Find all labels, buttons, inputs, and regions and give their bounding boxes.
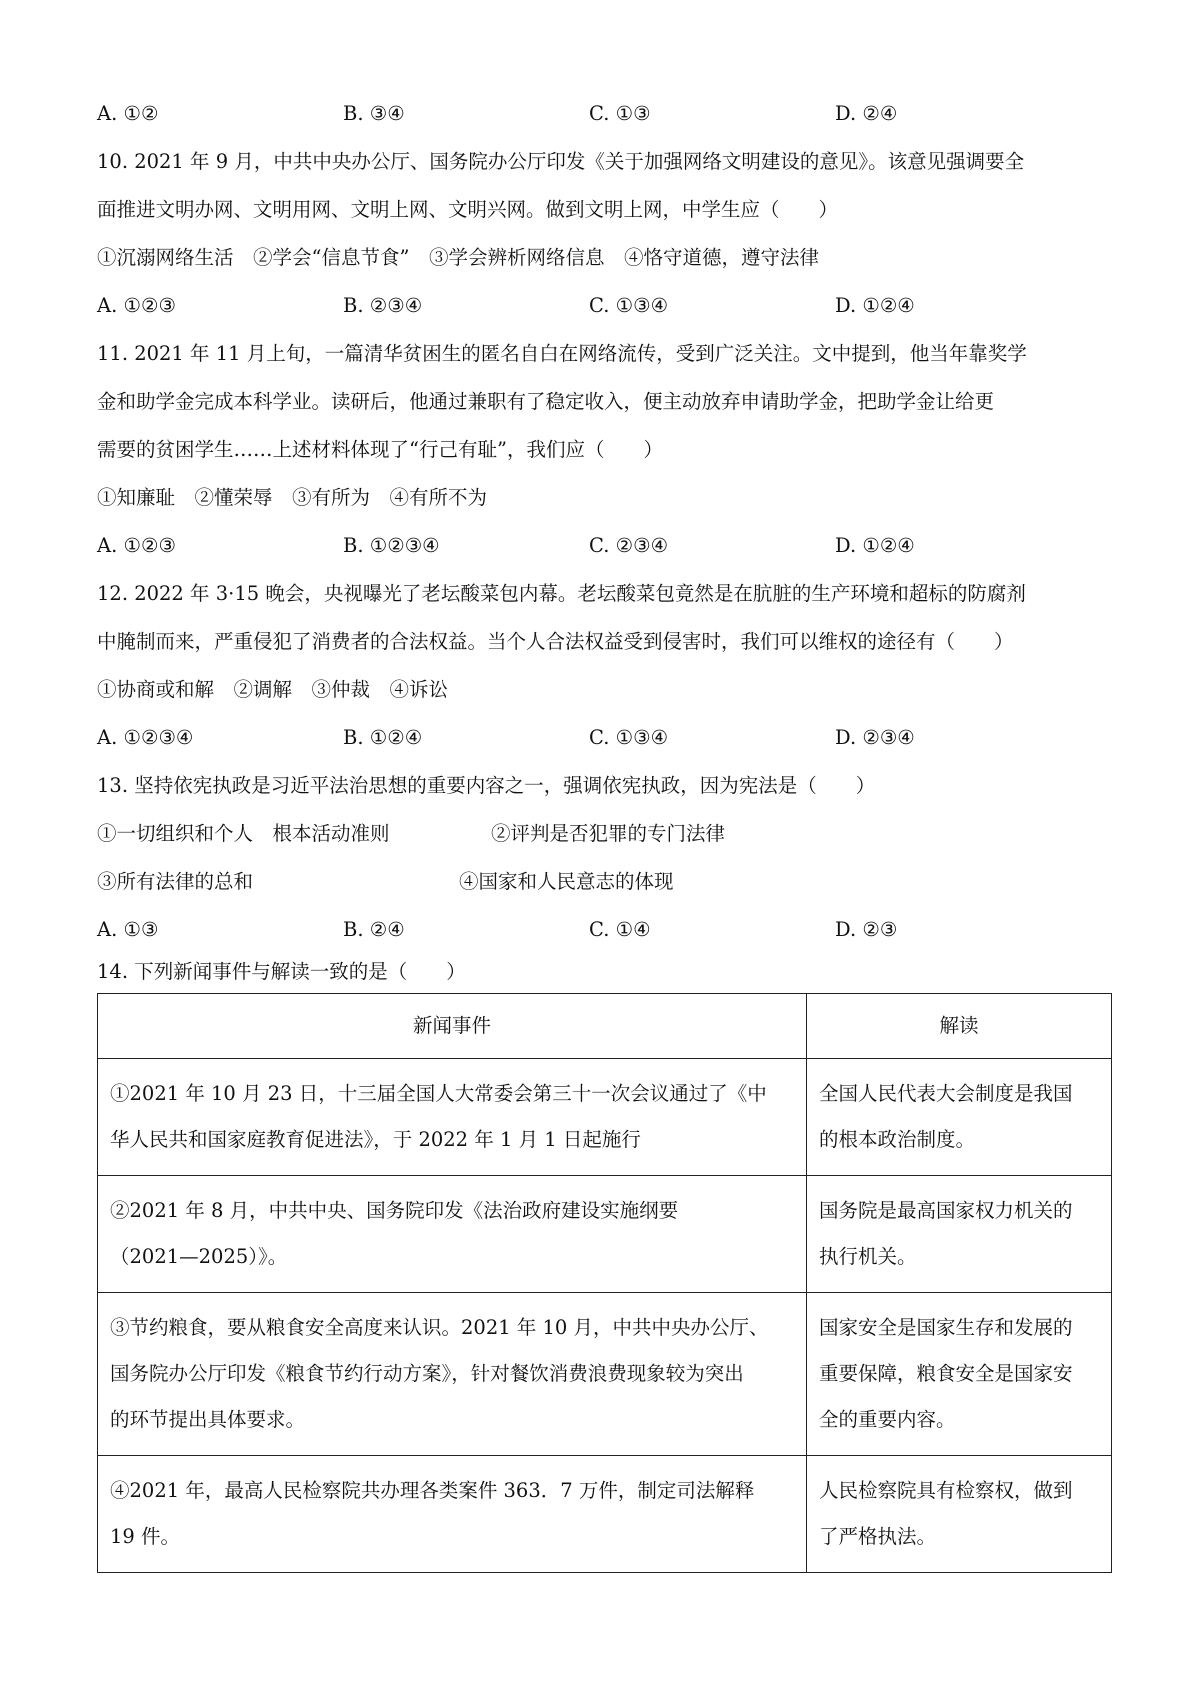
q11-options [97, 532, 1097, 560]
event-cell [98, 1059, 807, 1176]
reading-cell [807, 1176, 1112, 1293]
reading-cell [807, 1293, 1112, 1456]
q10-option-a[interactable]: A. ①②③ [97, 294, 176, 317]
cell-line: （2021—2025）》。 [110, 1245, 288, 1268]
cell-line: 国务院是最高国家权力机关的 [819, 1199, 1073, 1222]
reading-cell [807, 1456, 1112, 1573]
cell-line: 的根本政治制度。 [819, 1128, 976, 1151]
reading-cell [807, 1059, 1112, 1176]
cell-line: 全国人民代表大会制度是我国 [819, 1082, 1073, 1105]
cell-line: 了严格执法。 [819, 1525, 937, 1548]
q10-stem-line2: 面推进文明办网、文明用网、文明上网、文明兴网。做到文明上网，中学生应（ ） [97, 198, 839, 221]
table-row [98, 1059, 1112, 1176]
q12-option-a[interactable]: A. ①②③④ [97, 726, 194, 749]
q10-stem-line1: 10. 2021 年 9 月，中共中央办公厅、国务院办公厅印发《关于加强网络文明建设的意见》。该意见强调要全 [97, 150, 1025, 173]
cell-line: 全的重要内容。 [819, 1408, 956, 1431]
q12-stem-line1: 12. 2022 年 3·15 晚会，央视曝光了老坛酸菜包内幕。老坛酸菜包竟然是在肮脏的生产环境和超标的防腐剂 [97, 582, 1026, 605]
table-row [98, 1456, 1112, 1573]
q12-statements: ①协商或和解 ②调解 ③仲裁 ④诉讼 [97, 678, 449, 701]
q11-stem-line1: 11. 2021 年 11 月上旬，一篇清华贫困生的匿名自白在网络流传，受到广泛关注。文中提到，他当年靠奖学 [97, 342, 1027, 365]
q11-option-a[interactable]: A. ①②③ [97, 534, 176, 557]
cell-line: 人民检察院具有检察权，做到 [819, 1479, 1073, 1502]
cell-line: ③节约粮食，要从粮食安全高度来认识。2021 年 10 月，中共中央办公厅、 [110, 1316, 769, 1339]
q10-option-c[interactable]: C. ①③④ [589, 294, 669, 317]
table-row [98, 1176, 1112, 1293]
q13-option-b[interactable]: B. ②④ [343, 918, 405, 941]
q11-statements: ①知廉耻 ②懂荣辱 ③有所为 ④有所不为 [97, 486, 488, 509]
q13-option-a[interactable]: A. ①③ [97, 918, 159, 941]
news-table [97, 993, 1112, 1573]
q14-stem-line1: 14. 下列新闻事件与解读一致的是（ ） [97, 960, 466, 983]
q12-option-b[interactable]: B. ①②④ [343, 726, 423, 749]
event-cell [98, 1456, 807, 1573]
table-row [98, 1293, 1112, 1456]
q11-option-c[interactable]: C. ②③④ [589, 534, 669, 557]
cell-line: 执行机关。 [819, 1245, 917, 1268]
cell-line: 重要保障，粮食安全是国家安 [819, 1362, 1073, 1385]
event-cell [98, 1293, 807, 1456]
cell-line: ①2021 年 10 月 23 日，十三届全国人大常委会第三十一次会议通过了《中 [110, 1082, 767, 1105]
cell-line: 华人民共和国家庭教育促进法》，于 2022 年 1 月 1 日起施行 [110, 1128, 641, 1151]
header-news-event: 新闻事件 [98, 994, 807, 1059]
q11-stem-line3: 需要的贫困学生……上述材料体现了“行己有耻”，我们应（ ） [97, 438, 663, 461]
q12-option-c[interactable]: C. ①③④ [589, 726, 669, 749]
q10-option-d[interactable]: D. ①②④ [835, 294, 915, 317]
cell-line: 的环节提出具体要求。 [110, 1408, 306, 1431]
q9-option-c[interactable]: C. ①③ [589, 102, 651, 125]
q9-option-d[interactable]: D. ②④ [835, 102, 898, 125]
q13-options [97, 916, 1097, 944]
header-reading: 解读 [807, 994, 1112, 1059]
q10-options [97, 292, 1097, 320]
q13-option-d[interactable]: D. ②③ [835, 918, 898, 941]
q10-statements: ①沉溺网络生活 ②学会“信息节食” ③学会辨析网络信息 ④恪守道德，遵守法律 [97, 246, 819, 269]
cell-line: ④2021 年，最高人民检察院共办理各类案件 363．7 万件，制定司法解释 [110, 1479, 755, 1502]
q13-statement-1: ①一切组织和个人 根本活动准则 [97, 822, 390, 845]
cell-line: 国家安全是国家生存和发展的 [819, 1316, 1073, 1339]
q13-statement-4: ④国家和人民意志的体现 [459, 870, 674, 893]
cell-line: ②2021 年 8 月，中共中央、国务院印发《法治政府建设实施纲要 [110, 1199, 679, 1222]
q9-option-a[interactable]: A. ①② [97, 102, 159, 125]
q9-options [97, 100, 1097, 128]
q13-statement-2: ②评判是否犯罪的专门法律 [491, 822, 726, 845]
q13-statement-3: ③所有法律的总和 [97, 870, 254, 893]
q11-option-b[interactable]: B. ①②③④ [343, 534, 440, 557]
q12-options [97, 724, 1097, 752]
q12-stem-line2: 中腌制而来，严重侵犯了消费者的合法权益。当个人合法权益受到侵害时，我们可以维权的途径有（ ） [97, 630, 1014, 653]
cell-line: 国务院办公厅印发《粮食节约行动方案》，针对餐饮消费浪费现象较为突出 [110, 1362, 744, 1385]
q12-option-d[interactable]: D. ②③④ [835, 726, 915, 749]
q11-option-d[interactable]: D. ①②④ [835, 534, 915, 557]
q9-option-b[interactable]: B. ③④ [343, 102, 405, 125]
table-header-row [98, 994, 1112, 1059]
event-cell [98, 1176, 807, 1293]
cell-line: 19 件。 [110, 1525, 181, 1548]
q13-option-c[interactable]: C. ①④ [589, 918, 651, 941]
q11-stem-line2: 金和助学金完成本科学业。读研后，他通过兼职有了稳定收入，便主动放弃申请助学金，把助学金让给更 [97, 390, 995, 413]
q10-option-b[interactable]: B. ②③④ [343, 294, 423, 317]
q13-stem-line1: 13. 坚持依宪执政是习近平法治思想的重要内容之一，强调依宪执政，因为宪法是（ ） [97, 774, 876, 797]
